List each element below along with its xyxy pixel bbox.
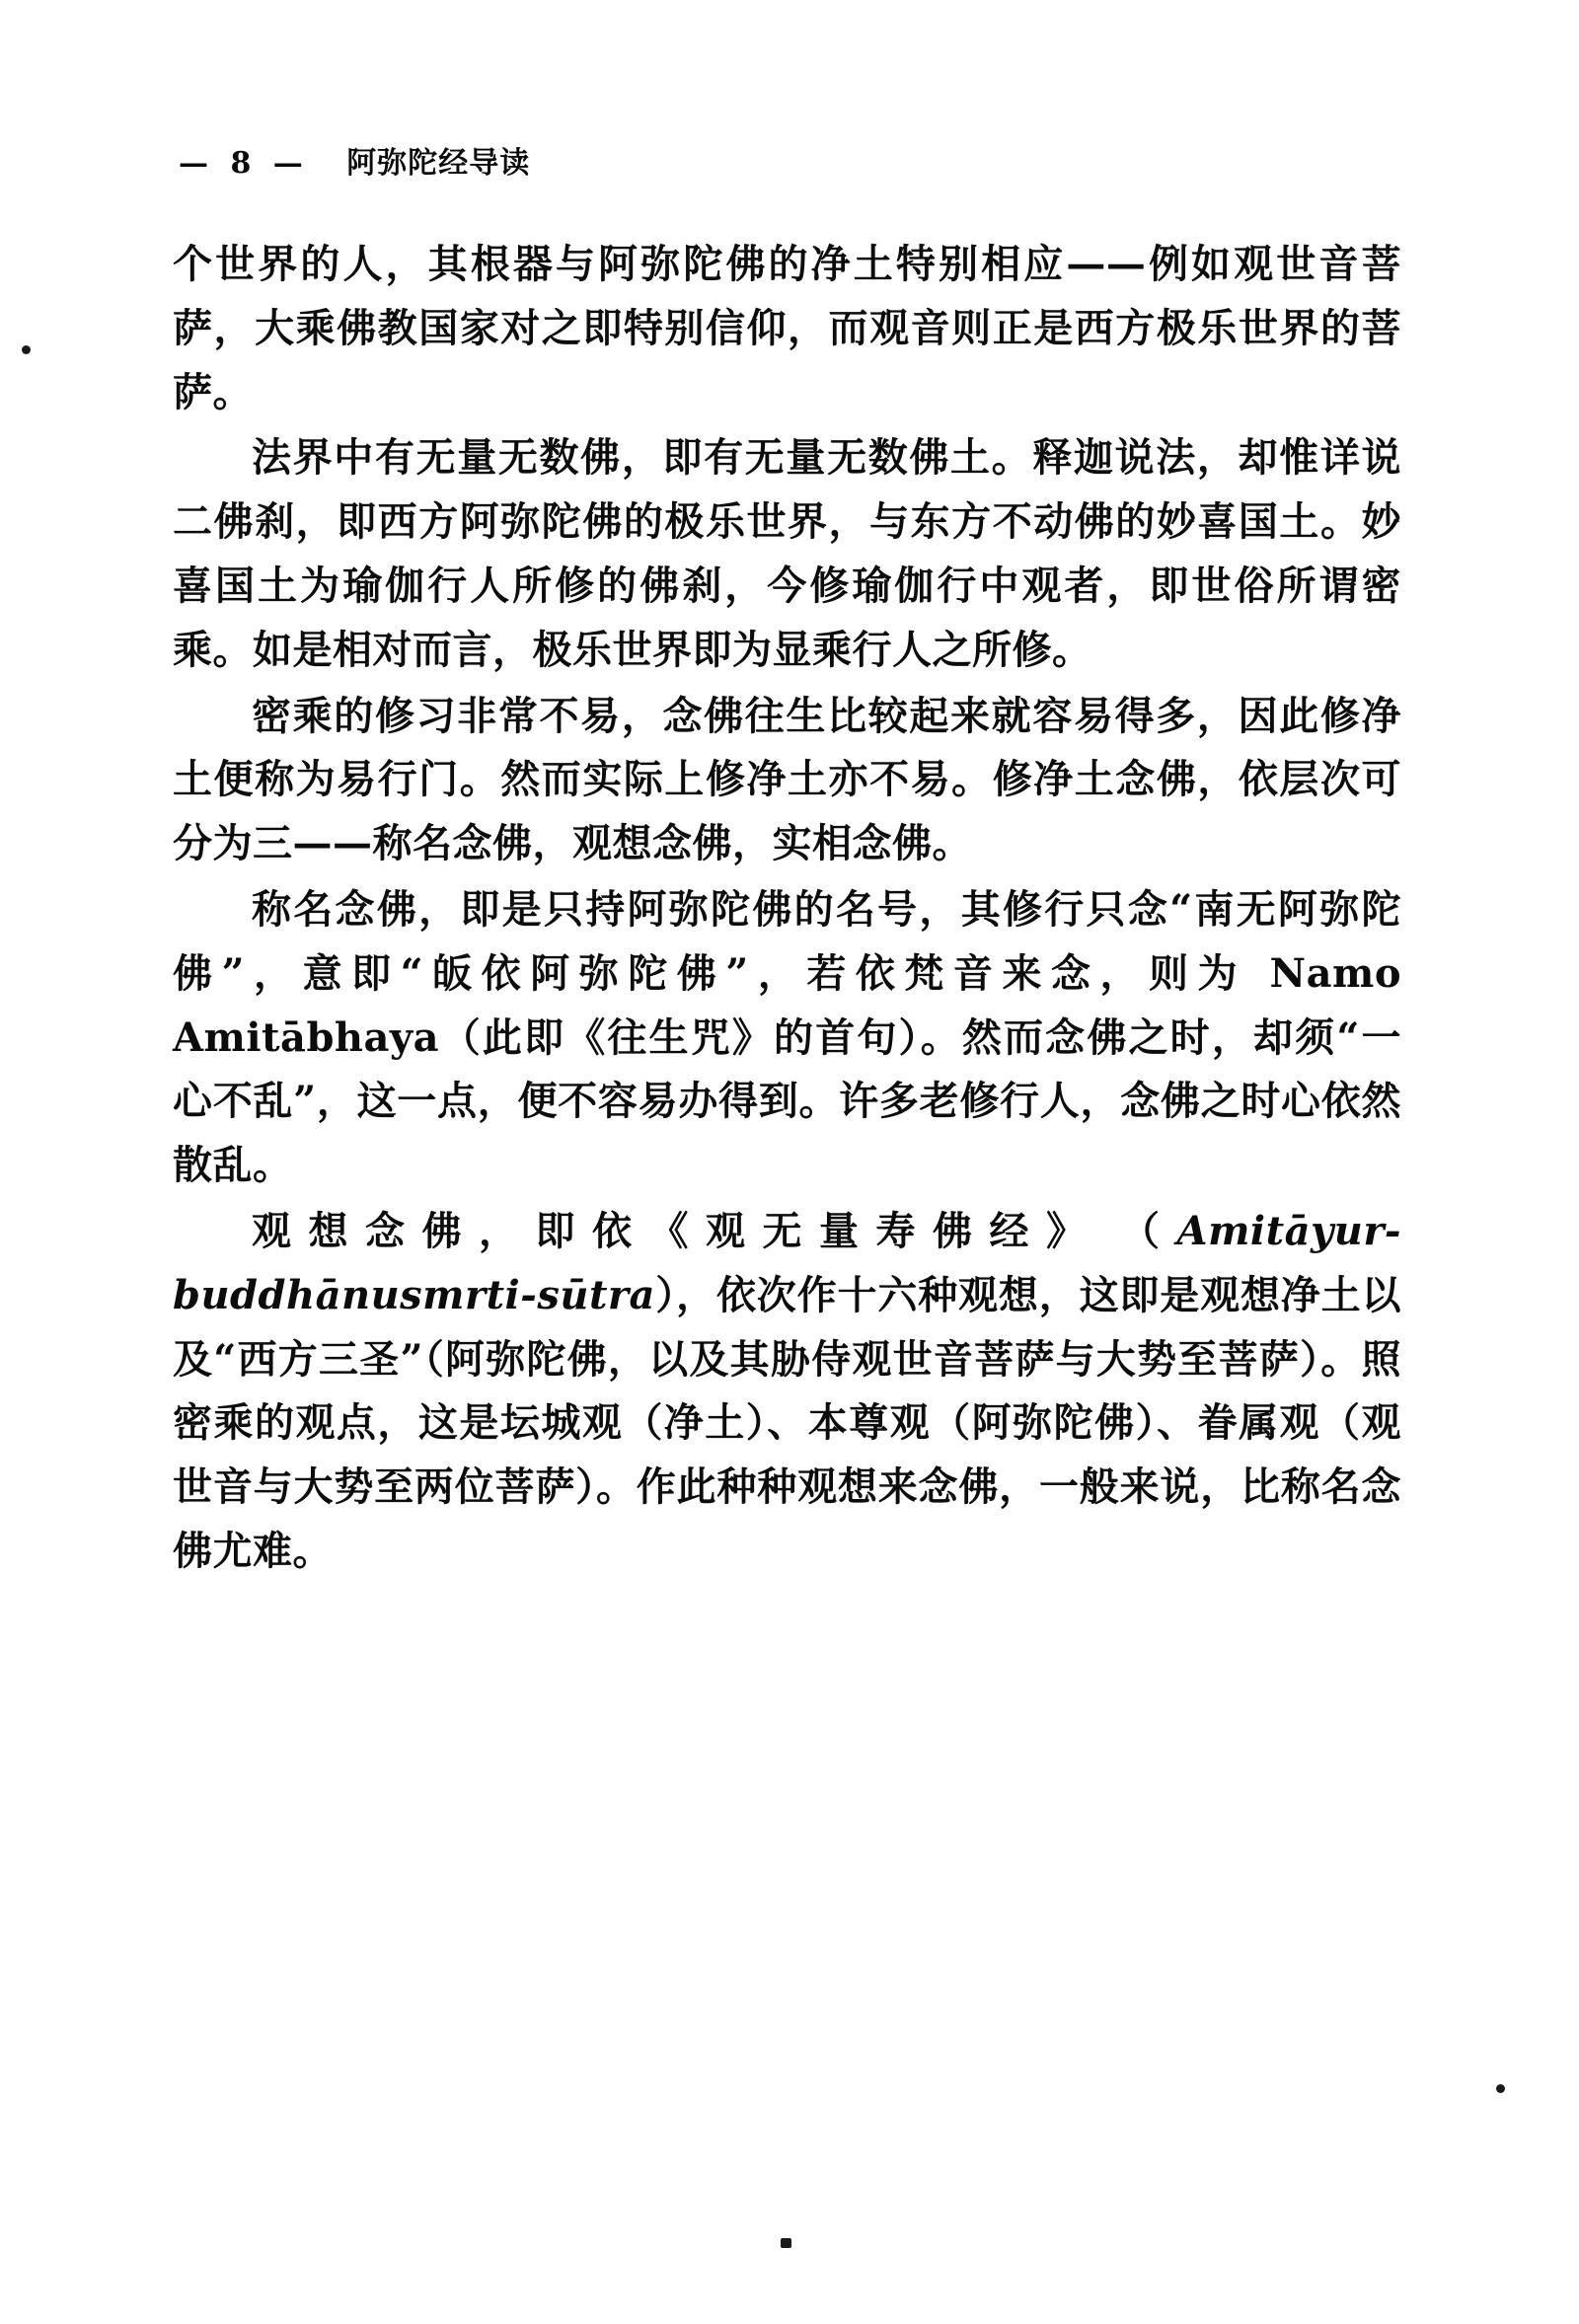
paragraph-2: 法界中有无量无数佛，即有无量无数佛土。释迦说法，却惟详说二佛刹，即西方阿弥陀佛的极乐世界，与东方不动佛的妙喜国土。妙喜国土为瑜伽行人所修的佛刹，今修瑜伽行中观者，即世俗所谓密乘。如是相对而言，极乐世界即为显乘行人之所修。 xyxy=(173,434,1401,673)
paragraph-1: 个世界的人，其根器与阿弥陀佛的净土特别相应——例如观世音菩萨，大乘佛教国家对之即特别信仰，而观音则正是西方极乐世界的菩萨。 xyxy=(173,241,1401,415)
page-content xyxy=(173,138,1401,1586)
paragraph-5-part-1: 观想念佛，即依《观无量寿佛经》 （ xyxy=(252,1207,1177,1254)
paragraph-4-transliteration: Namo Amitābhaya xyxy=(173,949,1401,1061)
footer-dot-mark xyxy=(781,2238,791,2248)
paragraph-4 xyxy=(173,878,1401,1198)
paragraph-5-part-3: ），依次作十六种观想，这即是观想净土以及“西方三圣”（阿弥陀佛，以及其胁侍观世音菩萨与大势至菩萨）。照密乘的观点，这是坛城观（净土）、本尊观（阿弥陀佛）、眷属观（观世音与大势至两位菩萨）。作此种种观想来念佛，一般来说，比称名念佛尤难。 xyxy=(173,1271,1401,1574)
header-left-dash: — xyxy=(179,146,209,181)
paragraph-5-sanskrit-title: Amitāyur-buddhānusmrti-sūtra xyxy=(173,1207,1401,1318)
book-title: 阿弥陀经导读 xyxy=(346,146,531,181)
paragraph-4-part-3: （此即《往生咒》的首句）。然而念佛之时，却须“一心不乱”，这一点，便不容易办得到。许多老修行人，念佛之时心依然散乱。 xyxy=(173,1013,1401,1189)
page-header xyxy=(173,138,1401,182)
page-number: 8 xyxy=(230,146,253,181)
right-margin-dot-mark xyxy=(1496,2084,1505,2093)
header-right-dash: — xyxy=(272,146,304,181)
left-margin-dot-mark xyxy=(22,345,31,354)
paragraph-4-part-1: 称名念佛，即是只持阿弥陀佛的名号，其修行只念“南无阿弥陀佛”，意即“皈依阿弥陀佛”，若依梵音来念，则为 xyxy=(173,885,1401,997)
paragraph-3: 密乘的修习非常不易，念佛往生比较起来就容易得多，因此修净土便称为易行门。然而实际上修净土亦不易。修净土念佛，依层次可分为三——称名念佛，观想念佛，实相念佛。 xyxy=(173,692,1401,867)
paragraph-5 xyxy=(173,1200,1401,1584)
